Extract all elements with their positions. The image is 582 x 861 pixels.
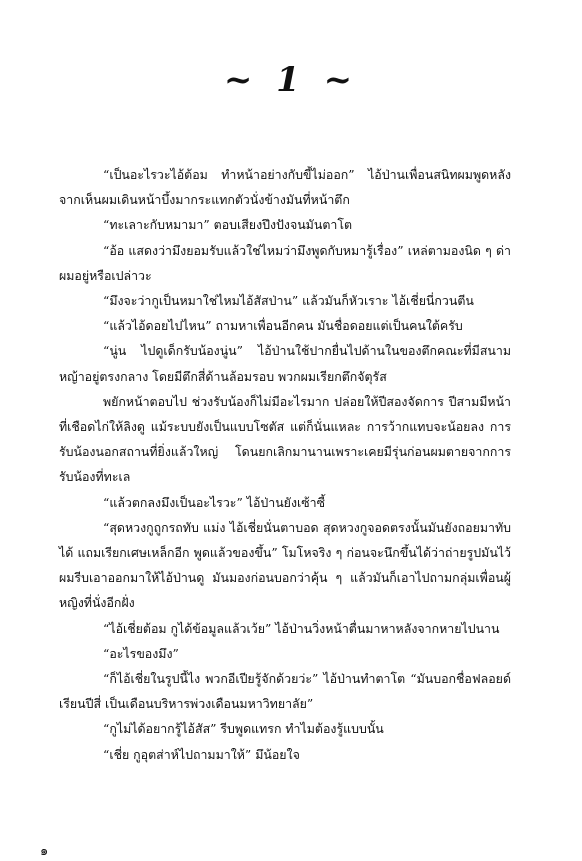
paragraph: “สุดหวงกูถูกรถทับ แม่ง ไอ้เชี่ยนั่นตาบอด สุดหวงกูจอดตรงนั้นมันยังถอยมาทับได้ แถมเรียกเศษเหล็กอีก พูดแล้วของขึ้น” โมโหจริง ๆ ก่อนจะนึกขึ้นได้ว่าถ่ายรูปมันไว้ ผมรีบเอาออกมาให้ไอ้ป่านดู มันมองก่อนบอกว่าคุ้น ๆ แล้วมันก็เอาไปถามกลุ่มเพื่อนผู้หญิงที่นั่งอีกฝั่ง [59, 519, 511, 611]
chapter-text [59, 162, 511, 767]
paragraph: “ไอ้เชี่ยต้อม กูได้ข้อมูลแล้วเว้ย” ไอ้ป่านวิ่งหน้าตื่นมาหาหลังจากหายไปนาน [103, 620, 500, 636]
paragraph: “อะไรของมึง” [103, 645, 179, 661]
paragraph: “เป็นอะไรวะไอ้ต้อม ทำหน้าอย่างกับขี้ไม่ออก” ไอ้ป่านเพื่อนสนิทผมพูดหลังจากเห็นผมเดินหน้าบึ้งมากระแทกตัวนั่งข้างมันที่หน้าตึก [59, 167, 511, 208]
paragraph: “มึงจะว่ากูเป็นหมาใช่ไหมไอ้สัสป่าน” แล้วมันก็หัวเราะ ไอ้เชี่ยนี่กวนตีน [103, 293, 474, 309]
chapter-heading: ~ 1 ~ [223, 60, 359, 100]
paragraph: “อ้อ แสดงว่ามึงยอมรับแล้วใช่ไหมว่ามึงพูดกับหมารู้เรื่อง” เหล่ตามองนิด ๆ ด่าผมอยู่หรือเปล่าวะ [59, 242, 511, 283]
paragraph: “นู่น ไปดูเด็กรับน้องนู่น” ไอ้ป่านใช้ปากยื่นไปด้านในของตึกคณะที่มีสนามหญ้าอยู่ตรงกลาง โดยมีตึกสี่ด้านล้อมรอบ พวกผมเรียกตึกจัตุรัส [59, 343, 511, 384]
paragraph: “แล้วตกลงมึงเป็นอะไรวะ” ไอ้ป่านยังเซ้าซี้ [103, 494, 326, 510]
paragraph: พยักหน้าตอบไป ช่วงรับน้องก็ไม่มีอะไรมาก ปล่อยให้ปีสองจัดการ ปีสามมีหน้าที่เชือดไก่ให้ลิงดู แม้ระบบยังเป็นแบบโซตัส แต่ก็นั่นแหละ การว้ากแทบจะน้อยลง การรับน้องนอกสถานที่ยิ่งแล้วใหญ่ โดนยกเลิกมานานเพราะเคยมีรุ่นก่อนผมตายจากการรับน้องที่ทะเล [59, 393, 511, 485]
paragraph: “เชี่ย กูอุตส่าห์ไปถามมาให้” มึน้อยใจ [103, 746, 300, 762]
page-number: ๑ [40, 844, 49, 859]
paragraph: “กูไม่ได้อยากรู้ไอ้สัส” รีบพูดแทรก ทำไมต้องรู้แบบนั้น [103, 721, 384, 737]
paragraph: “ก็ไอ้เชี่ยในรูปนี้ไง พวกอีเปียรู้จักด้วยว่ะ” ไอ้ป่านทำตาโต “มันบอกชื่อฟลอยด์ เรียนปีสี่ เป็นเดือนบริหารพ่วงเดือนมหาวิทยาลัย” [59, 671, 511, 712]
paragraph: “แล้วไอ้ดอยไปไหน” ถามหาเพื่อนอีกคน มันชื่อดอยแต่เป็นคนใต้ครับ [103, 318, 463, 334]
paragraph: “ทะเลาะกับหมามา” ตอบเสียงปึงปังจนมันตาโต [103, 217, 353, 233]
